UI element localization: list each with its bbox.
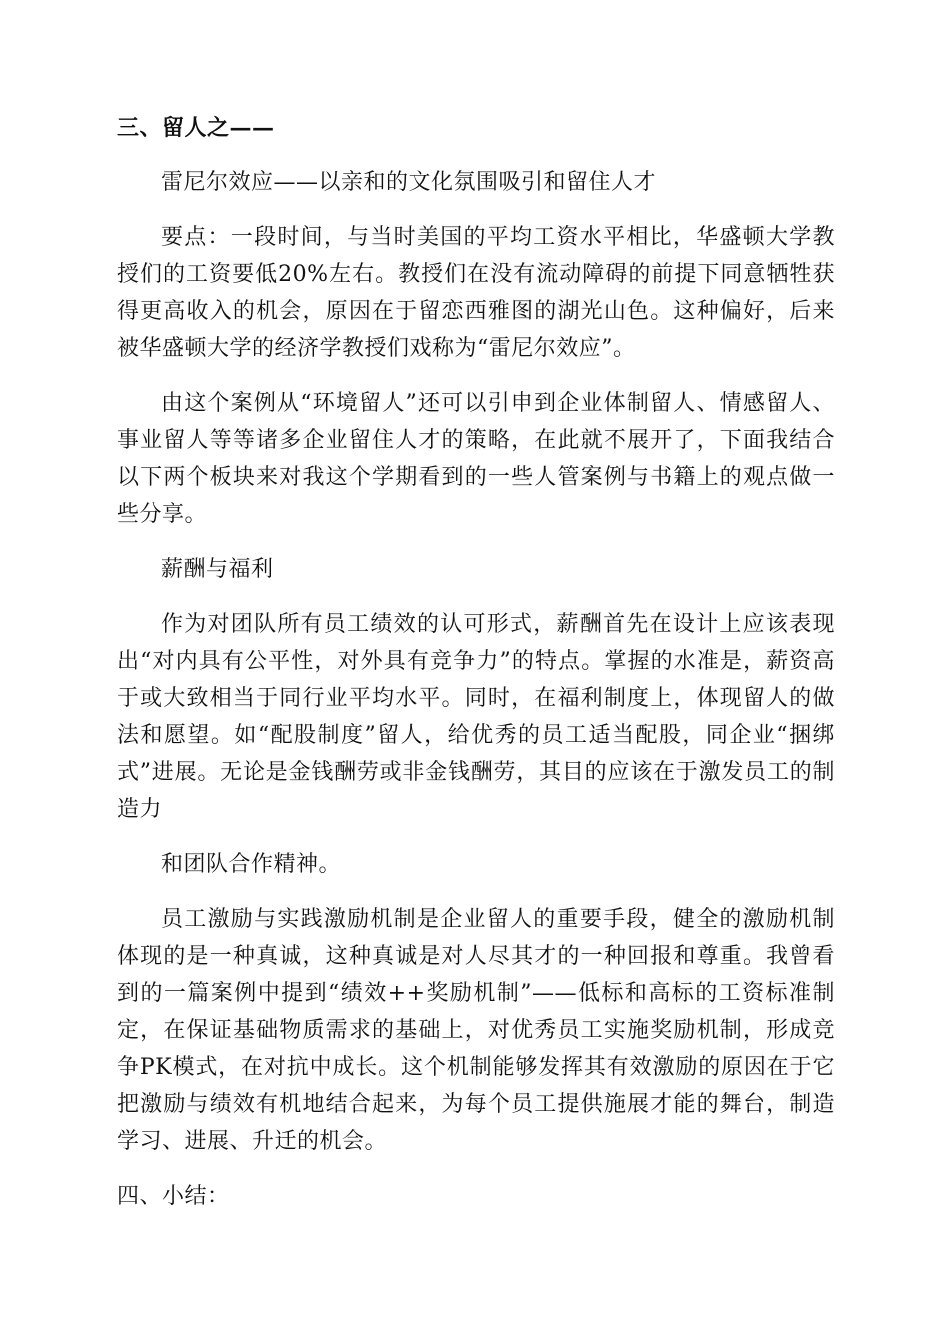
section-four-heading: 四、小结： (117, 1184, 230, 1209)
subtitle-rainier-effect: 雷尼尔效应——以亲和的文化氛围吸引和留住人才 (161, 170, 657, 195)
document-page (117, 110, 835, 1233)
paragraph-case: 由这个案例从“环境留人”还可以引申到企业体制留人、情感留人、事业留人等等诸多企业留住人才的策略，在此就不展开了，下面我结合以下两个板块来对我这个学期看到的一些人管案例与书籍上的观点做一些分享。 (117, 391, 835, 527)
paragraph-team: 和团队合作精神。 (161, 852, 342, 877)
subheading-pay-welfare: 薪酬与福利 (161, 557, 274, 582)
paragraph-pay: 作为对团队所有员工绩效的认可形式，薪酬首先在设计上应该表现出“对内具有公平性，对外具有竞争力”的特点。掌握的水准是，薪资高于或大致相当于同行业平均水平。同时，在福利制度上，体现留人的做法和愿望。如“配股制度”留人，给优秀的员工适当配股，同企业“捆绑式”进展。无论是金钱酬劳或非金钱酬劳，其目的应该在于激发员工的制造力 (117, 612, 835, 822)
paragraph-incentive: 员工激励与实践激励机制是企业留人的重要手段，健全的激励机制体现的是一种真诚，这种真诚是对人尽其才的一种回报和尊重。我曾看到的一篇案例中提到“绩效++奖励机制”——低标和高标的工资标准制定，在保证基础物质需求的基础上，对优秀员工实施奖励机制，形成竞争PK模式，在对抗中成长。这个机制能够发挥其有效激励的原因在于它把激励与绩效有机地结合起来，为每个员工提供施展才能的舞台，制造学习、进展、升迁的机会。 (117, 907, 835, 1154)
section-three-heading: 三、留人之—— (117, 115, 275, 141)
paragraph-keypoint: 要点：一段时间，与当时美国的平均工资水平相比，华盛顿大学教授们的工资要低20%左右。教授们在没有流动障碍的前提下同意牺牲获得更高收入的机会，原因在于留恋西雅图的湖光山色。这种偏好，后来被华盛顿大学的经济学教授们戏称为“雷尼尔效应”。 (117, 225, 835, 361)
